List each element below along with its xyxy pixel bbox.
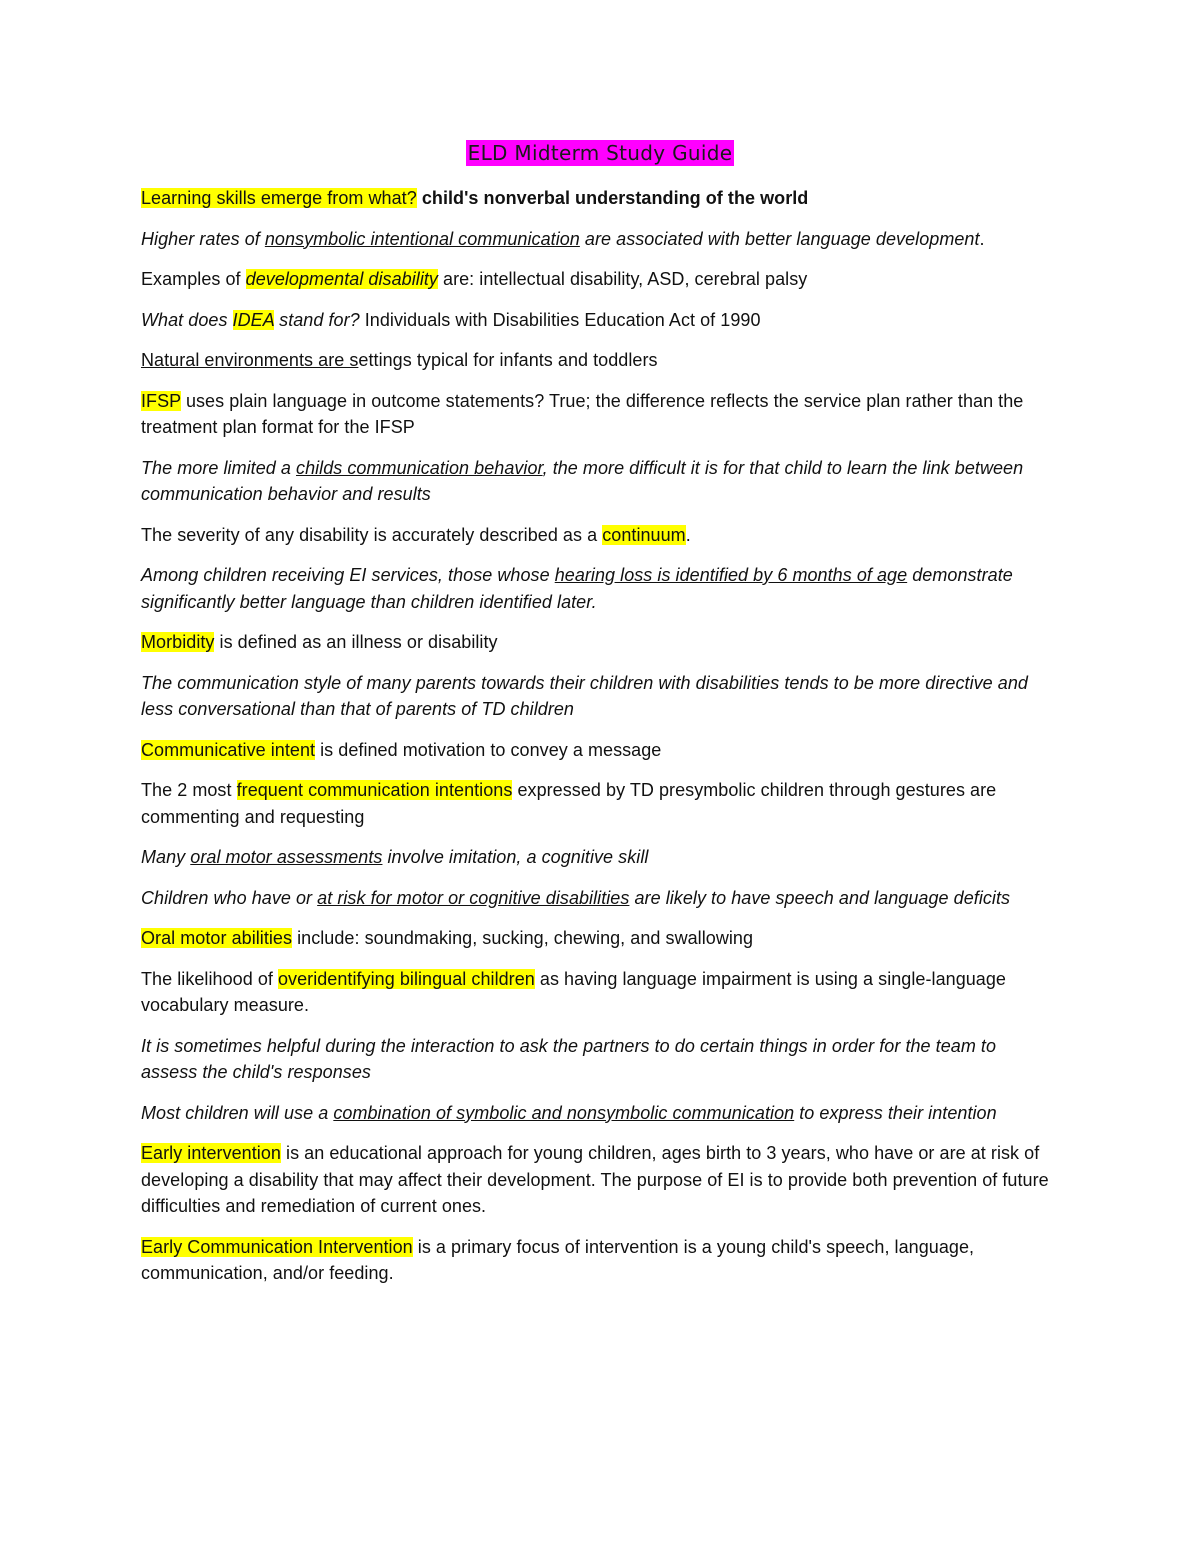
text-segment: stand for?	[274, 309, 360, 330]
text-segment: Higher rates of	[141, 228, 265, 249]
text-segment: Individuals with Disabilities Education Act of 1990	[359, 309, 761, 330]
highlighted-term: continuum	[602, 524, 686, 545]
text-segment: are associated with better language development	[579, 228, 980, 249]
study-item	[141, 1100, 1056, 1127]
document-body	[141, 185, 1056, 1301]
underlined-phrase: nonsymbolic intentional communication	[264, 228, 580, 249]
text-segment: The likelihood of	[141, 968, 278, 989]
text-segment: are likely to have speech and language deficits	[629, 887, 1011, 908]
highlighted-term: Early Communication Intervention	[141, 1236, 413, 1257]
study-item	[141, 670, 1056, 723]
highlighted-term: overidentifying bilingual children	[277, 968, 535, 989]
text-segment: include: soundmaking, sucking, chewing, and swallowing	[292, 928, 754, 948]
highlighted-term: frequent communication intentions	[236, 780, 513, 800]
text-segment: The severity of any disability is accurately described as a	[141, 524, 603, 545]
study-item	[141, 455, 1056, 508]
text-segment: demonstrate significantly better language than children identified later.	[141, 565, 1013, 612]
underlined-phrase: combination of symbolic and nonsymbolic communication	[333, 1102, 795, 1123]
text-segment: ettings typical for infants and toddlers	[358, 350, 658, 370]
study-item	[141, 185, 1056, 212]
underlined-phrase: Natural environments are s	[141, 350, 359, 370]
text-segment: is defined as an illness or disability	[214, 632, 498, 652]
text-segment: is an educational approach for young children, ages birth to 3 years, who have or are at risk of developing a disability that may affect their development. The purpose of EI is to provide both prevention of future difficulties and remediation of current ones.	[141, 1143, 1049, 1216]
text-segment: Children who have or	[141, 887, 318, 908]
text-segment: The 2 most	[141, 780, 237, 800]
text-segment: .	[685, 524, 691, 545]
text-segment: Examples of	[141, 269, 246, 289]
highlighted-term: Morbidity	[141, 632, 215, 652]
text-segment: is defined motivation to convey a message	[315, 739, 662, 760]
study-item	[141, 266, 1056, 293]
study-item	[141, 226, 1056, 253]
study-item	[141, 885, 1056, 912]
text-segment: , the more difficult it is for that child to learn the link between communication behavior and results	[141, 457, 1024, 504]
text-segment: to express their intention	[794, 1102, 997, 1123]
highlighted-term: Oral motor abilities	[141, 928, 293, 948]
title-wrap	[0, 140, 1200, 166]
underlined-phrase: oral motor assessments	[190, 847, 383, 867]
study-item	[141, 307, 1056, 334]
study-item	[141, 925, 1056, 952]
page-title: ELD Midterm Study Guide	[467, 141, 733, 165]
text-segment: is a primary focus of intervention is a young child's speech, language, communication, and/or feeding.	[141, 1236, 975, 1283]
text-segment: Among children receiving EI services, those whose	[141, 565, 555, 585]
highlighted-term: Learning skills emerge from what?	[141, 188, 417, 208]
text-segment: as having language impairment is using a single-language vocabulary measure.	[141, 968, 1006, 1015]
study-item	[141, 347, 1056, 374]
study-item	[141, 1140, 1056, 1220]
highlighted-term: IFSP	[141, 390, 181, 411]
text-segment: What does	[141, 309, 233, 330]
highlighted-term: IDEA	[232, 309, 275, 330]
study-item	[141, 844, 1056, 871]
highlighted-term: Early intervention	[141, 1143, 281, 1163]
highlighted-term: Communicative intent	[141, 739, 316, 760]
text-segment: are: intellectual disability, ASD, cerebral palsy	[437, 269, 808, 289]
highlighted-term: developmental disability	[245, 269, 438, 289]
study-item	[141, 1234, 1056, 1287]
text-segment: The more limited a	[141, 457, 297, 478]
text-segment: The communication style of many parents towards their children with disabilities tends to be more directive and less conversational than that of parents of TD children	[141, 672, 1028, 719]
text-segment: expressed by TD presymbolic children through gestures are commenting and requesting	[141, 780, 997, 827]
bold-answer: child's nonverbal understanding of the world	[421, 188, 809, 208]
text-segment: Many	[141, 847, 191, 867]
underlined-phrase: at risk for motor or cognitive disabilities	[317, 887, 630, 908]
study-item	[141, 737, 1056, 764]
text-segment: Most children will use a	[141, 1102, 334, 1123]
text-segment: .	[979, 228, 985, 249]
text-segment: It is sometimes helpful during the interaction to ask the partners to do certain things in order for the team to assess the child's responses	[141, 1035, 997, 1082]
text-segment: uses plain language in outcome statements? True; the difference reflects the service plan rather than the treatment plan format for the IFSP	[141, 390, 1024, 437]
study-item	[141, 388, 1056, 441]
study-item	[141, 777, 1056, 830]
study-item	[141, 562, 1056, 615]
study-item	[141, 522, 1056, 549]
text-segment: involve imitation, a cognitive skill	[382, 847, 649, 867]
study-item	[141, 966, 1056, 1019]
study-item	[141, 629, 1056, 656]
underlined-phrase: hearing loss is identified by 6 months of age	[554, 565, 908, 585]
underlined-phrase: childs communication behavior	[296, 457, 543, 478]
study-item	[141, 1033, 1056, 1086]
